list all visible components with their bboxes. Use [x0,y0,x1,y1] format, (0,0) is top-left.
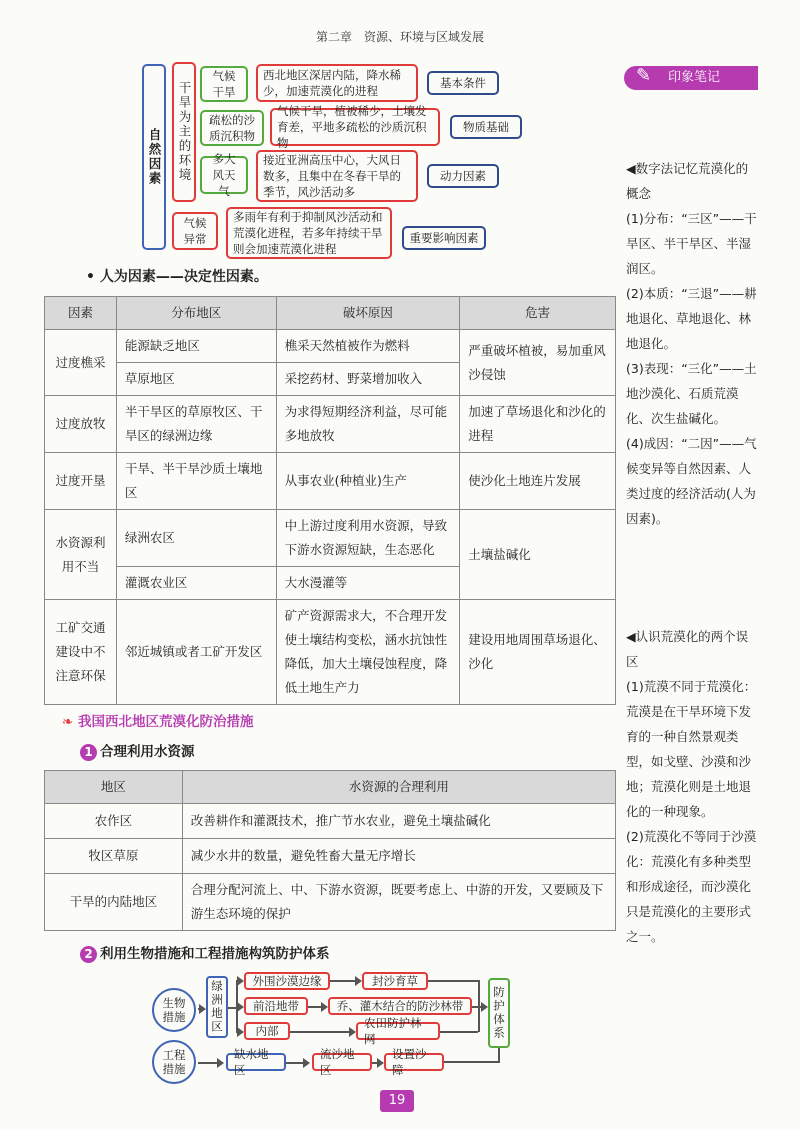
harm-cell: 建设用地周围草场退化、沙化 [460,600,616,705]
outer-desert-node [244,972,330,990]
area-cell: 牧区草原 [45,839,183,874]
node-label: 前沿地带 [253,999,299,1013]
detail-text: 接近亚洲高压中心，大风日数多，且集中在冬春干旱的季节，风沙活动多 [263,153,401,199]
cause-cell: 樵采天然植被作为燃料 [276,330,460,363]
arrow [236,980,242,982]
factor-cell: 工矿交通建设中不注意环保 [45,600,117,705]
node-label: 缺水地区 [234,1047,269,1077]
header-cell: 因素 [45,297,117,330]
arrow [330,980,360,982]
text-cell: 改善耕作和灌溉技术，推广节水农业，避免土壤盐碱化 [182,804,615,839]
harm-cell: 严重破坏植被，易加重风沙侵蚀 [460,330,616,396]
area-cell: 灌溉农业区 [116,567,276,600]
arid-group-label: 干旱为主的环境 [177,81,192,183]
chapter-header: 第二章 资源、环境与区域发展 [315,30,484,44]
area-cell: 干旱的内陆地区 [45,874,183,931]
measures-title [62,710,254,730]
arrow [480,1006,486,1008]
note-line: (2)本质：“三退”——耕地退化、草地退化、林地退化。 [626,286,757,351]
inner-node [244,1022,290,1040]
factor-label: 多大风天气 [212,152,236,198]
leaf-icon: ❧ [62,714,74,730]
area-cell: 能源缺乏地区 [116,330,276,363]
page-number [380,1090,414,1112]
connector [428,980,478,982]
node-label: 绿洲地区 [210,980,224,1034]
harm-cell: 加速了草场退化和沙化的进程 [460,396,616,453]
table-row [45,510,616,567]
table-row [45,453,616,510]
tag-text: 动力因素 [440,169,486,183]
table-row [45,600,616,705]
text-cell: 减少水井的数量，避免牲畜大量无序增长 [182,839,615,874]
arrow [198,1008,204,1010]
area-cell: 邻近城镇或者工矿开发区 [116,600,276,705]
note-title [626,156,760,206]
arid-group [172,62,196,202]
sand-barrier-node [384,1047,444,1077]
elephant-icon: ✎ [636,65,652,86]
header-cell: 水资源的合理利用 [182,771,615,804]
badge-label: 印象笔记 [668,70,721,85]
table-row [45,839,616,874]
cause-cell: 为求得短期经济利益，尽可能多地放牧 [276,396,460,453]
seal-grass-node [362,972,428,990]
node-label: 农田防护林网 [364,1016,422,1046]
detail-text: 多雨年有利于抑制风沙活动和荒漠化进程，若多年持续干旱则会加速荒漠化进程 [233,210,383,256]
factor-label: 气候干旱 [212,69,236,99]
factor-climate-arid [200,66,248,102]
measure-1-text: 合理利用水资源 [100,744,195,760]
arrow [236,1031,242,1033]
area-cell: 草原地区 [116,363,276,396]
factor-cell: 过度开垦 [45,453,117,510]
node-label: 设置沙障 [392,1047,427,1077]
natural-root [142,64,166,250]
front-zone-node [244,997,308,1015]
cause-cell: 矿产资源需求大，不合理开发使土壤结构变松，涵水抗蚀性降低，加大土壤侵蚀程度，降低土地生产力 [276,600,460,705]
number-badge: 2 [80,946,97,963]
node-label: 外围沙漠边缘 [252,974,322,988]
sidebar-note-2 [626,624,760,949]
area-cell: 半干旱区的草原牧区、干旱区的绿洲边缘 [116,396,276,453]
tag-text: 重要影响因素 [409,231,479,245]
factor-windy [200,152,248,198]
arrow [198,1062,222,1064]
table-row [45,804,616,839]
node-label: 工程措施 [162,1048,186,1076]
cause-cell: 采挖药材、野菜增加收入 [276,363,460,396]
page-number-text: 19 [388,1093,406,1108]
tag-material [450,115,522,139]
detail-climate-arid [256,64,418,102]
water-table [44,770,616,931]
factor-climate-anomaly [172,212,218,250]
node-label: 流沙地区 [320,1047,355,1077]
natural-root-label: 自然因素 [147,128,162,186]
note-line: (1)分布：“三区”——干旱区、半干旱区、半湿润区。 [626,211,757,276]
detail-climate-anomaly [226,207,392,259]
note-line: (3)表现：“三化”——土地沙漠化、石质荒漠化、次生盐碱化。 [626,361,757,426]
note-line: (2)荒漠化不等同于沙漠化：荒漠化有多种类型和形成途径，而沙漠化只是荒漠化的主要形式之一。 [626,829,757,944]
header-cell: 分布地区 [116,297,276,330]
eng-measure-node [152,1040,196,1084]
table-row [45,330,616,363]
tag-basic [427,71,499,95]
note-line: (4)成因：“二因”——气候变异等自然因素、人类过度的经济活动(人为因素)。 [626,436,757,526]
node-label: 防护体系 [492,986,506,1040]
text-cell: 合理分配河流上、中、下游水资源，既要考虑上、中游的开发，又要顾及下游生态环境的保护 [182,874,615,931]
factor-cell: 过度樵采 [45,330,117,396]
note-title-text: ◀数字法记忆荒漠化的概念 [626,161,749,201]
area-cell: 干旱、半干旱沙质土壤地区 [116,453,276,510]
factor-label: 气候异常 [183,216,207,246]
note-title: ◀认识荒漠化的两个误区 [626,629,749,669]
protection-system-node [488,978,510,1048]
node-label: 生物措施 [162,996,186,1024]
area-cell: 绿洲农区 [116,510,276,567]
cause-cell: 从事农业(种植业)生产 [276,453,460,510]
measure-2-title [80,942,330,963]
factor-label: 疏松的沙质沉积物 [209,113,255,143]
detail-sandy-sediment [270,104,440,150]
factor-cell: 过度放牧 [45,396,117,453]
tag-important [402,226,486,250]
arrow [308,1006,326,1008]
water-lack-node [226,1047,286,1077]
cause-cell: 大水漫灌等 [276,567,460,600]
tag-text: 物质基础 [463,120,509,134]
node-label: 内部 [255,1024,279,1038]
factor-sandy-sediment [200,110,264,146]
harm-cell: 土壤盐碱化 [460,510,616,600]
arrow [236,1006,242,1008]
table-header-row [45,297,616,330]
connector [228,1007,236,1009]
measure-1-title [80,740,195,761]
table-header-row [45,771,616,804]
arrow [290,1031,354,1033]
note-line: (1)荒漠不同于荒漠化：荒漠是在干旱环境下发育的一种自然景观类型，如戈壁、沙漠和沙地；荒漠化则是土地退化的一种现象。 [626,679,757,819]
header-cell: 地区 [45,771,183,804]
node-label: 封沙育草 [372,974,418,988]
detail-windy [256,150,418,202]
bio-measure-node [152,988,196,1032]
table-row [45,874,616,931]
node-label: 乔、灌木结合的防沙林带 [336,999,464,1013]
connector [444,1061,498,1063]
measure-2-text: 利用生物措施和工程措施构筑防护体系 [100,946,330,962]
header-cell: 危害 [460,297,616,330]
detail-text: 气候干旱，植被稀少，土壤发育差，平地多疏松的沙质沉积物 [277,104,427,150]
factor-cell: 水资源利用不当 [45,510,117,600]
detail-text: 西北地区深居内陆，降水稀少，加速荒漠化的进程 [263,68,401,98]
cause-cell: 中上游过度利用水资源，导致下游水资源短缺，生态恶化 [276,510,460,567]
farmland-net-node [356,1016,440,1046]
harm-cell: 使沙化土地连片发展 [460,453,616,510]
shelter-belt-node [328,997,472,1015]
measures-title-text: 我国西北地区荒漠化防治措施 [78,714,254,730]
tag-text: 基本条件 [440,76,486,90]
area-cell: 农作区 [45,804,183,839]
note-badge [624,66,758,90]
arrow [286,1062,308,1064]
sand-flow-node [312,1047,372,1077]
human-factors-table [44,296,616,705]
header-cell: 破坏原因 [276,297,460,330]
connector [498,1048,500,1063]
table-row [45,396,616,453]
sidebar-note-1 [626,156,760,531]
tag-dynamic [427,164,499,188]
oasis-node [206,976,228,1038]
number-badge: 1 [80,744,97,761]
connector [440,1031,478,1033]
arrow [372,1062,382,1064]
human-factors-title: • 人为因素——决定性因素。 [86,269,268,285]
